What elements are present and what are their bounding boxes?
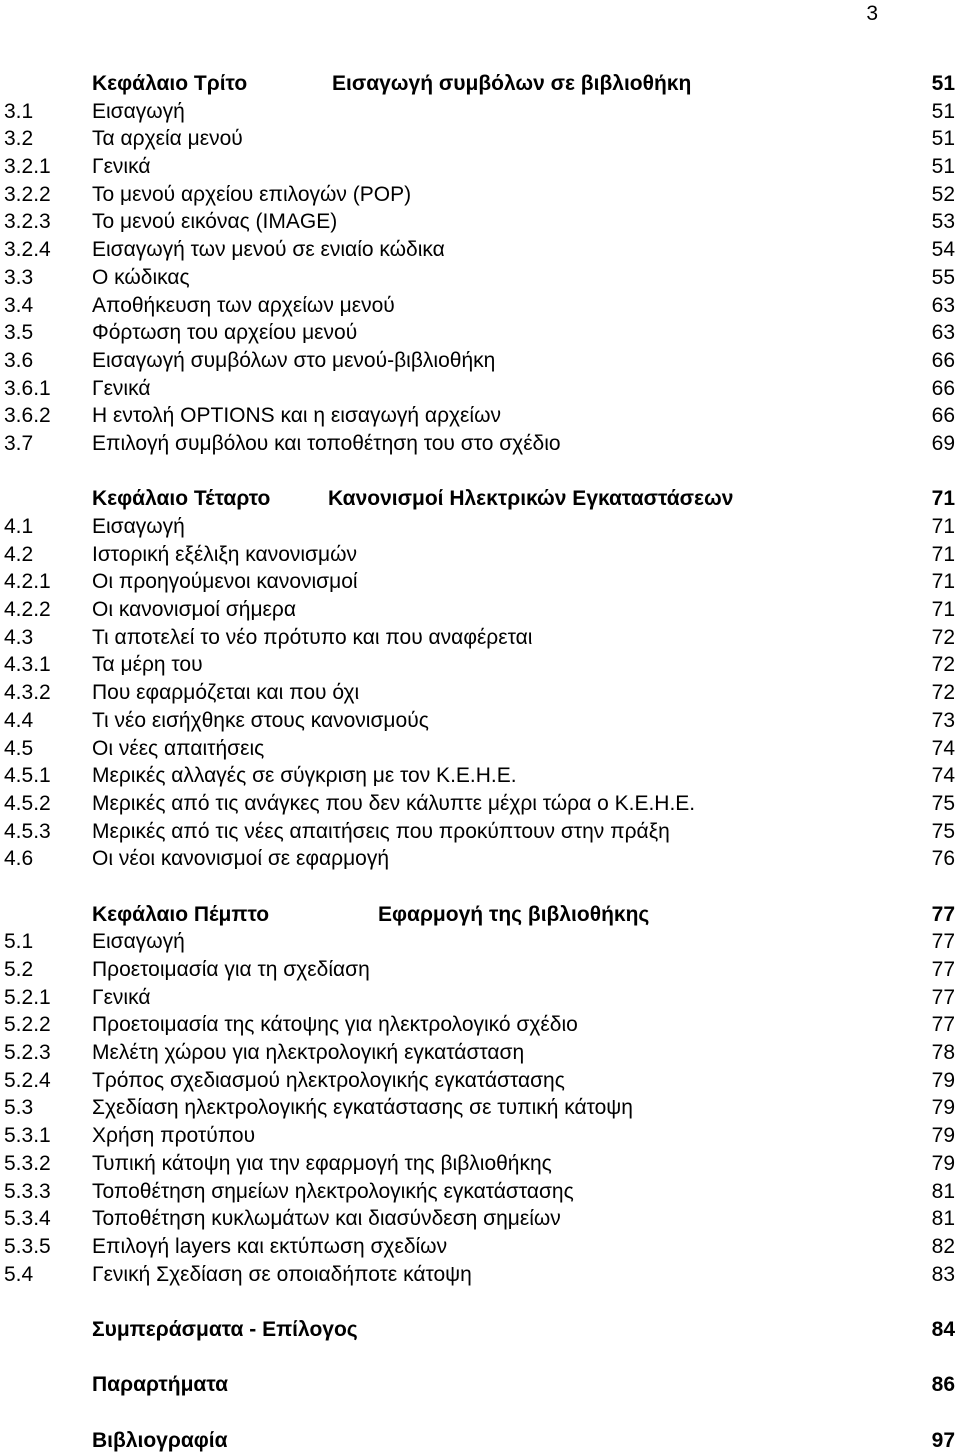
entry-title: Εισαγωγή <box>92 515 185 538</box>
end-section-title: Παραρτήματα <box>92 1373 229 1397</box>
toc-entry <box>0 928 960 956</box>
entry-number: 3.4 <box>4 293 34 317</box>
entry-number: 4.1 <box>4 515 34 538</box>
entry-page: 51 <box>931 155 955 179</box>
entry-page: 54 <box>931 238 955 262</box>
entry-page: 72 <box>931 681 955 705</box>
chapter-title: Εισαγωγή συμβόλων σε βιβλιοθήκη <box>332 72 692 95</box>
entry-title: Τυπική κάτοψη για την εφαρμογή της βιβλιοθήκης <box>92 1151 552 1175</box>
entry-number: 5.2.1 <box>4 985 51 1009</box>
toc-entry <box>0 1150 960 1178</box>
entry-page: 71 <box>931 570 955 594</box>
toc-entry <box>0 651 960 679</box>
entry-page: 82 <box>931 1234 955 1258</box>
toc-entry <box>0 707 960 735</box>
entry-title: Τοποθέτηση σημείων ηλεκτρολογικής εγκατάστασης <box>92 1179 574 1203</box>
toc-entry <box>0 375 960 403</box>
toc-entry <box>0 430 960 458</box>
toc-entry <box>0 347 960 375</box>
entry-title: Τι νέο εισήχθηκε στους κανονισμούς <box>92 708 429 732</box>
entry-page: 51 <box>931 127 955 151</box>
chapter-title: Κανονισμοί Ηλεκτρικών Εγκαταστάσεων <box>328 487 734 511</box>
entry-number: 3.3 <box>4 265 34 289</box>
end-section <box>0 1371 960 1399</box>
entry-number: 4.5.1 <box>4 764 51 788</box>
entry-title: Προετοιμασία για τη σχεδίαση <box>92 958 370 981</box>
entry-title: Ιστορική εξέλιξη κανονισμών <box>92 542 357 566</box>
entry-number: 5.1 <box>4 930 34 954</box>
entry-page: 83 <box>931 1262 955 1286</box>
entry-page: 75 <box>931 791 955 815</box>
toc-entry <box>0 1067 960 1095</box>
entry-title: Τι αποτελεί το νέο πρότυπο και που αναφέρεται <box>92 625 533 649</box>
entry-title: Εισαγωγή <box>92 930 185 954</box>
entry-page: 77 <box>931 930 955 954</box>
entry-page: 71 <box>931 542 955 566</box>
entry-title: Επιλογή layers και εκτύπωση σχεδίων <box>92 1234 448 1258</box>
entry-page: 78 <box>931 1041 955 1065</box>
entry-page: 81 <box>931 1179 955 1203</box>
entry-page: 63 <box>931 293 955 317</box>
toc-entry <box>0 1233 960 1261</box>
chapter-page: 77 <box>931 902 955 926</box>
entry-page: 71 <box>931 598 955 622</box>
toc-entry <box>0 596 960 624</box>
entry-title: Γενικά <box>92 155 151 179</box>
entry-number: 3.2.2 <box>4 182 51 206</box>
chapter-heading <box>0 901 960 929</box>
toc-entry <box>0 541 960 569</box>
entry-title: Τα αρχεία μενού <box>92 127 243 151</box>
toc-entry <box>0 125 960 153</box>
entry-title: Αποθήκευση των αρχείων μενού <box>92 293 395 317</box>
entry-page: 66 <box>931 348 955 372</box>
toc-spacer <box>0 873 960 901</box>
entry-page: 79 <box>931 1124 955 1148</box>
toc-entry <box>0 264 960 292</box>
entry-title: Μερικές αλλαγές σε σύγκριση με τον Κ.Ε.Η.Ε. <box>92 764 517 788</box>
entry-title: Εισαγωγή συμβόλων στο μενού-βιβλιοθήκη <box>92 348 496 372</box>
entry-page: 77 <box>931 958 955 981</box>
entry-title: Οι νέες απαιτήσεις <box>92 736 265 760</box>
entry-number: 5.2 <box>4 958 34 981</box>
entry-number: 3.5 <box>4 321 34 345</box>
toc-spacer <box>0 1288 960 1316</box>
entry-title: Χρήση προτύπου <box>92 1124 256 1148</box>
entry-page: 79 <box>931 1068 955 1092</box>
end-section-title: Βιβλιογραφία <box>92 1428 228 1452</box>
entry-title: Που εφαρμόζεται και που όχι <box>92 681 360 705</box>
entry-number: 5.2.3 <box>4 1041 51 1065</box>
entry-number: 3.6.1 <box>4 376 51 400</box>
toc-spacer <box>0 1399 960 1427</box>
toc-spacer <box>0 1344 960 1372</box>
entry-number: 5.3.1 <box>4 1124 51 1148</box>
entry-number: 5.3 <box>4 1096 34 1120</box>
entry-number: 4.3 <box>4 625 34 649</box>
end-section <box>0 1316 960 1344</box>
entry-number: 3.7 <box>4 431 34 455</box>
entry-page: 72 <box>931 653 955 677</box>
toc-entry <box>0 818 960 846</box>
entry-number: 4.6 <box>4 847 34 871</box>
entry-number: 3.2.3 <box>4 210 51 234</box>
entry-number: 3.1 <box>4 99 34 123</box>
entry-number: 4.4 <box>4 708 34 732</box>
entry-page: 79 <box>931 1151 955 1175</box>
entry-page: 52 <box>931 182 955 206</box>
chapter-heading <box>0 70 960 98</box>
entry-number: 4.3.2 <box>4 681 51 705</box>
entry-page: 66 <box>931 376 955 400</box>
entry-title: Φόρτωση του αρχείου μενού <box>92 321 358 345</box>
toc-entry <box>0 568 960 596</box>
toc-entry <box>0 762 960 790</box>
toc-entry <box>0 236 960 264</box>
entry-title: Τρόπος σχεδιασμού ηλεκτρολογικής εγκατάστασης <box>92 1068 565 1092</box>
entry-title: Μερικές από τις ανάγκες που δεν κάλυπτε μέχρι τώρα ο Κ.Ε.Η.Ε. <box>92 791 696 815</box>
toc-entry <box>0 208 960 236</box>
toc-entry <box>0 956 960 984</box>
entry-title: Σχεδίαση ηλεκτρολογικής εγκατάστασης σε τυπική κάτοψη <box>92 1096 633 1120</box>
toc-spacer <box>0 458 960 486</box>
entry-title: Εισαγωγή <box>92 99 185 123</box>
entry-number: 3.2.4 <box>4 238 51 262</box>
end-section-page: 84 <box>931 1317 955 1341</box>
toc-entry <box>0 1011 960 1039</box>
entry-number: 5.4 <box>4 1262 34 1286</box>
toc-entry <box>0 181 960 209</box>
toc-entry <box>0 319 960 347</box>
entry-number: 5.3.5 <box>4 1234 51 1258</box>
entry-page: 55 <box>931 265 955 289</box>
entry-page: 71 <box>931 515 955 538</box>
chapter-title: Εφαρμογή της βιβλιοθήκης <box>378 902 650 926</box>
entry-number: 3.6.2 <box>4 404 51 428</box>
entry-title: Το μενού εικόνας (IMAGE) <box>92 210 338 234</box>
entry-title: Εισαγωγή των μενού σε ενιαίο κώδικα <box>92 238 445 262</box>
entry-title: Ο κώδικας <box>92 265 190 289</box>
entry-number: 5.3.2 <box>4 1151 51 1175</box>
entry-title: Προετοιμασία της κάτοψης για ηλεκτρολογικό σχέδιο <box>92 1013 578 1037</box>
entry-page: 66 <box>931 404 955 428</box>
entry-title: Μερικές από τις νέες απαιτήσεις που προκύπτουν στην πράξη <box>92 819 670 843</box>
entry-number: 4.5 <box>4 736 34 760</box>
entry-title: Γενικά <box>92 376 151 400</box>
entry-title: Οι προηγούμενοι κανονισμοί <box>92 570 358 594</box>
entry-title: Γενική Σχεδίαση σε οποιαδήποτε κάτοψη <box>92 1262 472 1286</box>
toc-entry <box>0 98 960 126</box>
entry-page: 51 <box>931 99 955 123</box>
entry-page: 79 <box>931 1096 955 1120</box>
toc-entry <box>0 402 960 430</box>
entry-number: 4.3.1 <box>4 653 51 677</box>
entry-number: 5.3.3 <box>4 1179 51 1203</box>
entry-title: Τοποθέτηση κυκλωμάτων και διασύνδεση σημείων <box>92 1207 561 1231</box>
entry-number: 3.2.1 <box>4 155 51 179</box>
entry-page: 73 <box>931 708 955 732</box>
entry-number: 4.5.3 <box>4 819 51 843</box>
chapter-page: 71 <box>931 487 955 511</box>
entry-number: 4.2.1 <box>4 570 51 594</box>
toc-entry <box>0 1094 960 1122</box>
chapter-heading <box>0 485 960 513</box>
end-section-page: 86 <box>931 1373 955 1397</box>
toc-entry <box>0 1039 960 1067</box>
entry-title: Τα μέρη του <box>92 653 203 677</box>
entry-number: 5.2.4 <box>4 1068 51 1092</box>
entry-title: Επιλογή συμβόλου και τοποθέτηση του στο σχέδιο <box>92 431 561 455</box>
entry-title: Μελέτη χώρου για ηλεκτρολογική εγκατάσταση <box>92 1041 525 1065</box>
entry-page: 81 <box>931 1207 955 1231</box>
entry-page: 72 <box>931 625 955 649</box>
toc-entry <box>0 735 960 763</box>
entry-page: 77 <box>931 1013 955 1037</box>
entry-number: 5.2.2 <box>4 1013 51 1037</box>
toc-entry <box>0 292 960 320</box>
entry-page: 63 <box>931 321 955 345</box>
toc-entry <box>0 1178 960 1206</box>
entry-number: 3.2 <box>4 127 34 151</box>
toc-entry <box>0 984 960 1012</box>
entry-page: 69 <box>931 431 955 455</box>
entry-number: 5.3.4 <box>4 1207 51 1231</box>
entry-title: Το μενού αρχείου επιλογών (POP) <box>92 182 412 206</box>
end-section <box>0 1427 960 1454</box>
entry-number: 3.6 <box>4 348 34 372</box>
toc-entry <box>0 513 960 541</box>
toc-entry <box>0 153 960 181</box>
toc-entry <box>0 790 960 818</box>
entry-page: 53 <box>931 210 955 234</box>
entry-number: 4.5.2 <box>4 791 51 815</box>
toc-entry <box>0 1205 960 1233</box>
table-of-contents <box>0 70 960 1454</box>
toc-entry <box>0 845 960 873</box>
entry-title: Γενικά <box>92 985 151 1009</box>
entry-title: Οι κανονισμοί σήμερα <box>92 598 296 622</box>
toc-entry <box>0 1122 960 1150</box>
chapter-label: Κεφάλαιο Τέταρτο <box>92 487 271 511</box>
chapter-page: 51 <box>931 72 955 95</box>
entry-title: Η εντολή OPTIONS και η εισαγωγή αρχείων <box>92 404 501 428</box>
entry-page: 75 <box>931 819 955 843</box>
chapter-label: Κεφάλαιο Τρίτο <box>92 72 248 95</box>
toc-entry <box>0 679 960 707</box>
page-number: 3 <box>866 2 878 25</box>
entry-number: 4.2 <box>4 542 34 566</box>
entry-page: 76 <box>931 847 955 871</box>
entry-page: 74 <box>931 764 955 788</box>
entry-page: 77 <box>931 985 955 1009</box>
chapter-label: Κεφάλαιο Πέμπτο <box>92 902 270 926</box>
end-section-page: 97 <box>931 1428 955 1452</box>
entry-page: 74 <box>931 736 955 760</box>
toc-entry <box>0 624 960 652</box>
toc-entry <box>0 1261 960 1289</box>
entry-number: 4.2.2 <box>4 598 51 622</box>
end-section-title: Συμπεράσματα - Επίλογος <box>92 1317 358 1341</box>
entry-title: Οι νέοι κανονισμοί σε εφαρμογή <box>92 847 390 871</box>
